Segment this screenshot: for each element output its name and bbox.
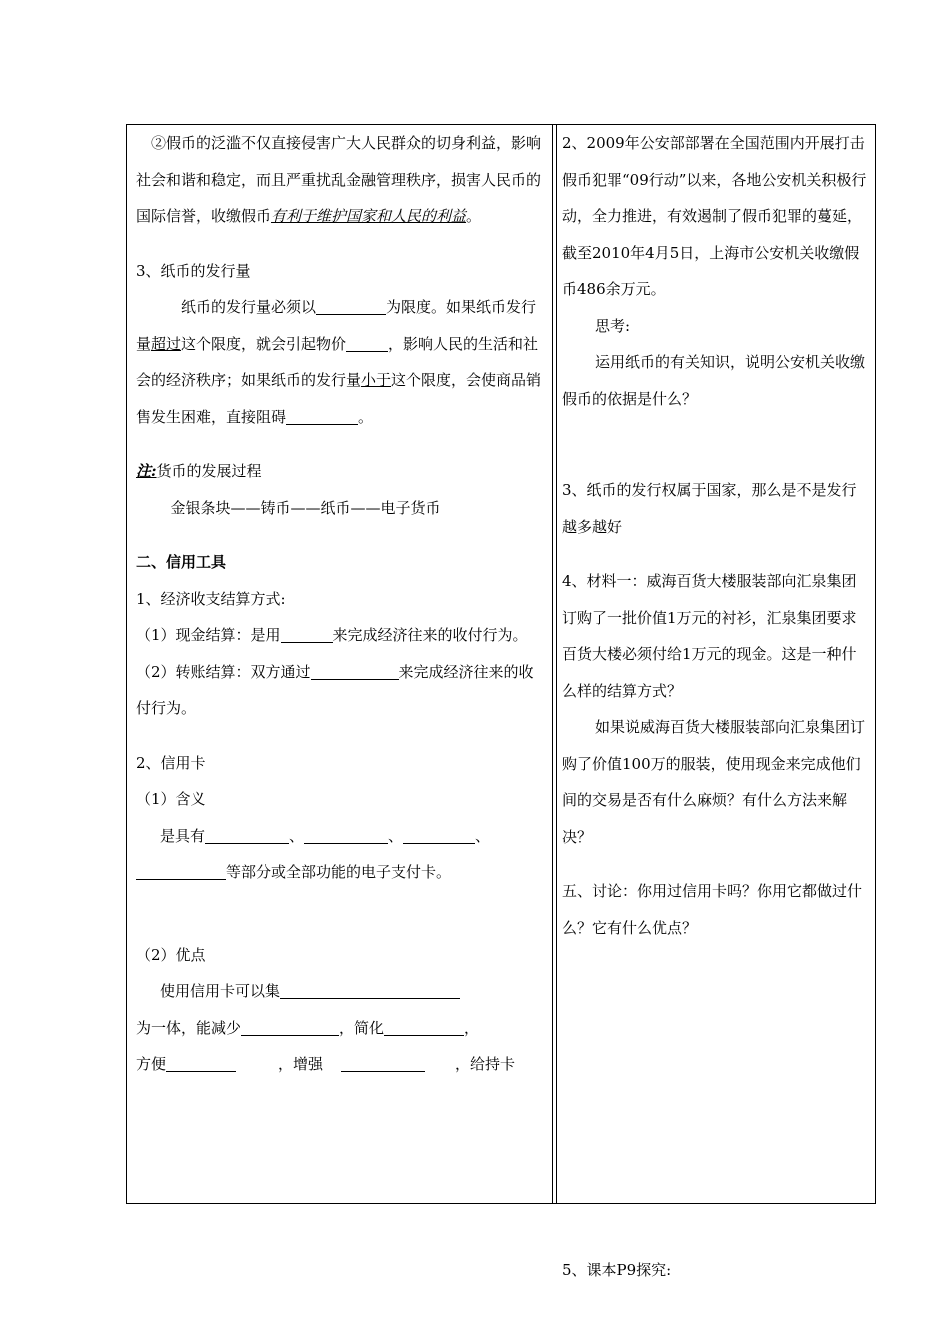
blank-transfer[interactable]: [311, 664, 399, 680]
blank-function-3[interactable]: [403, 828, 475, 844]
heading-issue-volume: 3、纸币的发行量: [136, 261, 251, 280]
think-label: 思考:: [595, 316, 631, 335]
advantages-line-1: 使用信用卡可以集: [136, 973, 544, 1010]
material-one-followup: 如果说威海百货大楼服装部向汇泉集团订购了价值100万的服装，使用现金来完成他们间的交易是否有什么麻烦？有什么方法来解决？: [562, 718, 866, 846]
blank-hinder[interactable]: [286, 409, 358, 425]
blank-reduce[interactable]: [241, 1020, 339, 1036]
question-issue-right: 3、纸币的发行权属于国家，那么是不是发行越多越好: [562, 481, 857, 536]
blank-function-1[interactable]: [205, 828, 289, 844]
paragraph-issue-volume: 纸币的发行量必须以 为限度。如果纸币发行量超过这个限度，就会引起物价 ，影响人民的生活和社会的经济秩序；如果纸币的发行量小于这个限度，会使商品销售发生困难，直接阻碍 。: [136, 298, 542, 426]
discussion-credit-card: 五、讨论：你用过信用卡吗？你用它都做过什么？它有什么优点？: [562, 882, 863, 937]
worksheet-table: [126, 124, 876, 1279]
column-divider-inner: [556, 125, 557, 1203]
case-counterfeit-action: 2、2009年公安部部署在全国范围内开展打击假币犯罪“09行动”以来，各地公安机关积极行动，全力推进，有效遏制了假币犯罪的蔓延，截至2010年4月5日，上海市公安机关收缴假币486余万元。: [562, 134, 867, 298]
credit-card-definition: 是具有 、 、 、等部分或全部功能的电子支付卡。: [136, 818, 544, 891]
left-column: [136, 125, 544, 1083]
heading-settlement: 1、经济收支结算方式:: [136, 589, 286, 608]
heading-advantages: （2）优点: [136, 945, 206, 964]
advantages-line-3: 方便 ，增强 ，给持卡: [136, 1055, 516, 1073]
material-one: 4、材料一：威海百货大楼服装部向汇泉集团订购了一批价值1万元的衬衫，汇泉集团要求百货大楼必须付给1万元的现金。这是一种什么样的结算方式？: [562, 572, 857, 700]
transfer-settlement: （2）转账结算：双方通过 来完成经济往来的收付行为。: [136, 662, 534, 717]
note-label: 注:: [136, 462, 157, 480]
blank-price[interactable]: [346, 336, 388, 352]
blank-integrate[interactable]: [280, 983, 460, 999]
blank-limit[interactable]: [316, 299, 386, 315]
blank-convenient[interactable]: [166, 1056, 236, 1072]
note-line: 注:货币的发展过程: [136, 462, 262, 480]
right-column: [562, 125, 870, 1289]
paragraph-counterfeit-harm: ②假币的泛滥不仅直接侵害广大人民群众的切身利益，影响社会和谐和稳定，而且严重扰乱金融管理秩序，损害人民币的国际信誉，收缴假币有利于维护国家和人民的利益。: [136, 134, 542, 225]
advantages-line-2: 为一体，能减少 ，简化 ，: [136, 1018, 480, 1037]
section-credit-tools: 二、信用工具: [136, 553, 227, 571]
textbook-inquiry: 5、课本P9探究:: [562, 1261, 672, 1279]
cash-settlement: （1）现金结算：是用 来完成经济往来的收付行为。: [136, 626, 528, 644]
currency-evolution-chain: 金银条块——铸币——纸币——电子货币: [170, 498, 441, 517]
blank-function-4[interactable]: [136, 864, 226, 880]
emphasis-national-interest: 有利于维护国家和人民的利益: [271, 207, 467, 225]
column-divider: [552, 125, 553, 1203]
think-question: 运用纸币的有关知识，说明公安机关收缴假币的依据是什么？: [562, 353, 866, 408]
heading-credit-card: 2、信用卡: [136, 753, 206, 772]
blank-cash[interactable]: [281, 627, 333, 643]
blank-simplify[interactable]: [384, 1020, 464, 1036]
heading-meaning: （1）含义: [136, 790, 206, 808]
blank-enhance[interactable]: [341, 1056, 425, 1072]
blank-function-2[interactable]: [304, 828, 388, 844]
